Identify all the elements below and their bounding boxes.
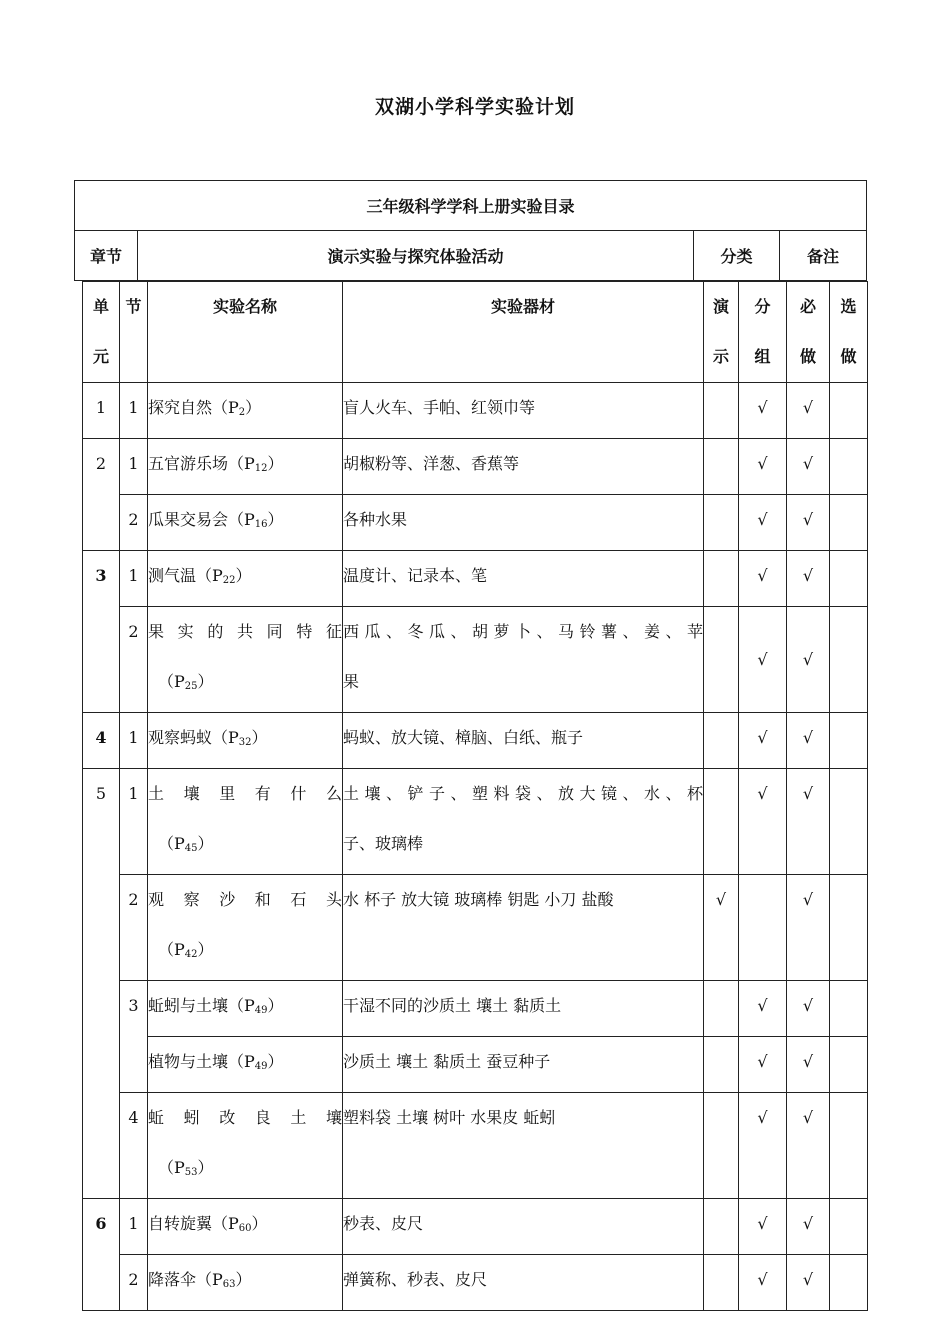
materials-cell: 蚂蚁、放大镜、樟脑、白纸、瓶子 <box>343 713 704 769</box>
demo-check <box>704 495 739 551</box>
section-cell: 1 <box>120 551 148 607</box>
demo-check <box>704 1255 739 1311</box>
section-cell: 2 <box>120 607 148 713</box>
required-check: √ <box>787 1037 830 1093</box>
table-row <box>83 875 868 981</box>
demo-check <box>704 1037 739 1093</box>
required-check: √ <box>787 1093 830 1199</box>
required-check: √ <box>787 495 830 551</box>
section-cell: 4 <box>120 1093 148 1199</box>
section-cell: 1 <box>120 713 148 769</box>
materials-cell: 各种水果 <box>343 495 704 551</box>
name-cell: 瓜果交易会$(P_{16})$ <box>148 495 343 551</box>
catalog-title: 三年级科学学科上册实验目录 <box>75 181 866 231</box>
section-cell: 3 <box>120 981 148 1093</box>
demo-check <box>704 607 739 713</box>
group-check: √ <box>739 1037 787 1093</box>
table-row <box>83 495 868 551</box>
group-check: √ <box>739 981 787 1037</box>
optional-check <box>830 1093 868 1199</box>
name-cell: 测气温$(P_{22})$ <box>148 551 343 607</box>
optional-check <box>830 875 868 981</box>
optional-check <box>830 713 868 769</box>
required-check: √ <box>787 1199 830 1255</box>
catalog-header <box>74 180 867 281</box>
name-cell: 观察蚂蚁$(P_{32})$ <box>148 713 343 769</box>
optional-check <box>830 981 868 1037</box>
demo-check <box>704 383 739 439</box>
chapter-header: 章节 <box>75 231 138 280</box>
name-cell: 五官游乐场$(P_{12})$ <box>148 439 343 495</box>
group-check: √ <box>739 713 787 769</box>
demo-check <box>704 1093 739 1199</box>
section-cell: 1 <box>120 383 148 439</box>
name-cell: 降落伞$(P_{63})$ <box>148 1255 343 1311</box>
group-check: √ <box>739 439 787 495</box>
demo-check <box>704 769 739 875</box>
demo-check: √ <box>704 875 739 981</box>
optional-check <box>830 551 868 607</box>
optional-check <box>830 1199 868 1255</box>
section-cell: 2 <box>120 1255 148 1311</box>
name-col-header: 实验名称 <box>148 282 343 383</box>
section-col-header: 节 <box>120 282 148 383</box>
demo-check <box>704 1199 739 1255</box>
required-check: √ <box>787 769 830 875</box>
unit-cell: 6 <box>83 1199 120 1311</box>
materials-cell: 干湿不同的沙质土 壤土 黏质土 <box>343 981 704 1037</box>
required-check: √ <box>787 607 830 713</box>
table-row <box>83 551 868 607</box>
table-row <box>83 981 868 1037</box>
column-header-row <box>83 282 868 383</box>
name-cell: 蚯 蚓 改 良 土 壤 $(P_{53})$ <box>148 1093 343 1199</box>
remark-header: 备注 <box>806 247 839 266</box>
demo-check <box>704 981 739 1037</box>
unit-cell: 1 <box>83 383 120 439</box>
section-cell: 1 <box>120 769 148 875</box>
section-cell: 1 <box>120 439 148 495</box>
demo-col-header: 演 示 <box>704 282 739 383</box>
name-cell: 土 壤 里 有 什 么 $(P_{45})$ <box>148 769 343 875</box>
table-row <box>83 1037 868 1093</box>
materials-cell: 水 杯子 放大镜 玻璃棒 钥匙 小刀 盐酸 <box>343 875 704 981</box>
optional-check <box>830 439 868 495</box>
table-row <box>83 439 868 495</box>
required-check: √ <box>787 981 830 1037</box>
name-cell: 观 察 沙 和 石 头 $(P_{42})$ <box>148 875 343 981</box>
name-cell: 果 实 的 共 同 特 征 $(P_{25})$ <box>148 607 343 713</box>
required-check: √ <box>787 383 830 439</box>
group-check: √ <box>739 607 787 713</box>
name-cell: 探究自然$(P_2)$ <box>148 383 343 439</box>
materials-cell: 土壤、铲子、塑料袋、放大镜、水、杯 子、玻璃棒 <box>343 769 704 875</box>
required-check: √ <box>787 439 830 495</box>
group-check: √ <box>739 551 787 607</box>
optional-check <box>830 495 868 551</box>
demo-check <box>704 439 739 495</box>
table-row <box>83 607 868 713</box>
required-check: √ <box>787 713 830 769</box>
table-row <box>83 1255 868 1311</box>
materials-cell: 盲人火车、手帕、红领巾等 <box>343 383 704 439</box>
group-check: √ <box>739 383 787 439</box>
optional-check <box>830 1255 868 1311</box>
materials-col-header: 实验器材 <box>343 282 704 383</box>
required-check: √ <box>787 875 830 981</box>
optional-check <box>830 383 868 439</box>
name-cell: 蚯蚓与土壤$(P_{49})$ <box>148 981 343 1037</box>
group-check: √ <box>739 769 787 875</box>
group-check: √ <box>739 1199 787 1255</box>
name-cell: 自转旋翼$(P_{60})$ <box>148 1199 343 1255</box>
demo-check <box>704 713 739 769</box>
table-row <box>83 713 868 769</box>
group-check: √ <box>739 1093 787 1199</box>
activity-header: 演示实验与探究体验活动 <box>138 231 694 280</box>
materials-cell: 沙质土 壤土 黏质土 蚕豆种子 <box>343 1037 704 1093</box>
required-check: √ <box>787 551 830 607</box>
group-check <box>739 875 787 981</box>
materials-cell: 弹簧称、秒表、皮尺 <box>343 1255 704 1311</box>
section-cell: 2 <box>120 495 148 551</box>
table-row <box>83 769 868 875</box>
table-row <box>83 1093 868 1199</box>
materials-cell: 秒表、皮尺 <box>343 1199 704 1255</box>
materials-cell: 塑料袋 土壤 树叶 水果皮 蚯蚓 <box>343 1093 704 1199</box>
materials-cell: 胡椒粉等、洋葱、香蕉等 <box>343 439 704 495</box>
section-cell: 2 <box>120 875 148 981</box>
unit-cell: 2 <box>83 439 120 551</box>
optional-col-header: 选 做 <box>830 282 868 383</box>
unit-cell: 4 <box>83 713 120 769</box>
group-check: √ <box>739 1255 787 1311</box>
materials-cell: 温度计、记录本、笔 <box>343 551 704 607</box>
unit-cell: 5 <box>83 769 120 1199</box>
required-col-header: 必 做 <box>787 282 830 383</box>
section-cell: 1 <box>120 1199 148 1255</box>
optional-check <box>830 1037 868 1093</box>
experiment-table <box>82 281 868 1311</box>
required-check: √ <box>787 1255 830 1311</box>
table-row <box>83 1199 868 1255</box>
category-header: 分类 <box>694 231 780 280</box>
group-col-header: 分 组 <box>739 282 787 383</box>
optional-check <box>830 769 868 875</box>
table-row <box>83 383 868 439</box>
optional-check <box>830 607 868 713</box>
group-check: √ <box>739 495 787 551</box>
unit-cell: 3 <box>83 551 120 713</box>
materials-cell: 西瓜、冬瓜、胡萝卜、马铃薯、姜、苹 果 <box>343 607 704 713</box>
page-title: 双湖小学科学实验计划 <box>374 96 575 118</box>
unit-col-header: 单 元 <box>83 282 120 383</box>
demo-check <box>704 551 739 607</box>
name-cell: 植物与土壤$(P_{49})$ <box>148 1037 343 1093</box>
